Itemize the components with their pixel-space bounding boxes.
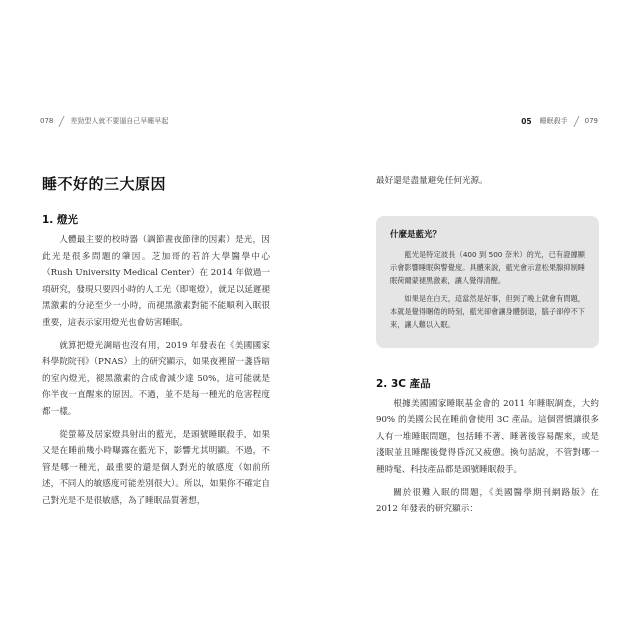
blue-light-callout-box: [376, 216, 599, 348]
paragraph: 從螢幕及居家燈具射出的藍光，是頭號睡眠殺手，如果又是在睡前幾小時曝露在藍光下，影響尤其明顯。不過，不管是哪一種光，最重要的還是個人對光的敏感度（如前所述，不同人的敏感度可能差別很大）。所以，如果你不確定自己對光是不是很敏感，為了睡眠品質著想，: [42, 429, 270, 506]
header-divider: [59, 116, 65, 127]
paragraph: 人體最主要的校時器（調節晝夜節律的因素）是光，因此光是很多問題的肇因。芝加哥的若許大學醫學中心（Rush University Medical Center）在 2014 年做過一項研究，發現只要四小時的人工光（即電燈），就足以延遲褪黑激素的分泌至少一小時，而褪黑激素對能不能順利入眠很重要，這表示家用燈光也會妨害睡眠。: [42, 235, 270, 328]
left-page-header: [40, 114, 168, 128]
paragraph: 就算把燈光調暗也沒有用，2019 年發表在《美國國家科學院院刊》（PNAS）上的研究顯示，如果夜裡留一盞昏暗的室內燈光，褪黑激素的合成會減少達 50%，這可能就是你半夜一直醒來的原因。不過，並不是每一種光的危害程度都一樣。: [42, 340, 270, 417]
paragraph: 關於很難入眠的問題，《美國醫學期刊網路版》在 2012 年發表的研究顯示：: [376, 487, 599, 515]
callout-paragraph: 藍光是特定波長（400 到 500 奈米）的光，已有證據顯示會影響睡眠與警覺度。具體來說，藍光會示意松果腺抑制睡眠荷爾蒙褪黑激素，讓人覺得清醒。: [390, 249, 585, 285]
callout-paragraph: 如果是在白天，這當然是好事，但到了晚上就會有問題，本就是覺得睏倦的時刻，藍光卻會讓身體倒退，腦子卻停不下來，讓人難以入眠。: [390, 293, 585, 329]
left-running-title: 差勁型人就不要逼自己早睡早起: [70, 117, 169, 125]
section-heading-3c: 2. 3C 產品: [376, 377, 431, 390]
right-page-header: [521, 114, 598, 128]
section-3c-products: [376, 376, 599, 518]
header-divider: [573, 116, 579, 127]
page-title: 睡不好的三大原因: [42, 175, 167, 193]
left-page-content: [42, 173, 270, 516]
section-heading-light: 1. 燈光: [42, 214, 78, 226]
paragraph: 根據美國國家睡眠基金會的 2011 年睡眠調查，大約 90% 的美國公民在睡前會使用 3C 產品。這個習慣讓很多人有一堆睡眠問題，包括睡不著、睡著後容易醒來，或是淺眠並且睡醒後覺得昏沉又疲憊。換句話說，不管對哪一種時髦、科技產品都是頭號睡眠殺手。: [376, 398, 599, 475]
right-page-number: 079: [584, 117, 598, 125]
chapter-title: 睡眠殺手: [539, 117, 568, 125]
left-page-number: 078: [40, 117, 54, 125]
chapter-number: 05: [521, 116, 532, 126]
continuation-paragraph: 最好還是盡量避免任何光源。: [376, 176, 488, 186]
right-page-content: [376, 173, 599, 524]
callout-title: 什麼是藍光？: [390, 229, 442, 240]
